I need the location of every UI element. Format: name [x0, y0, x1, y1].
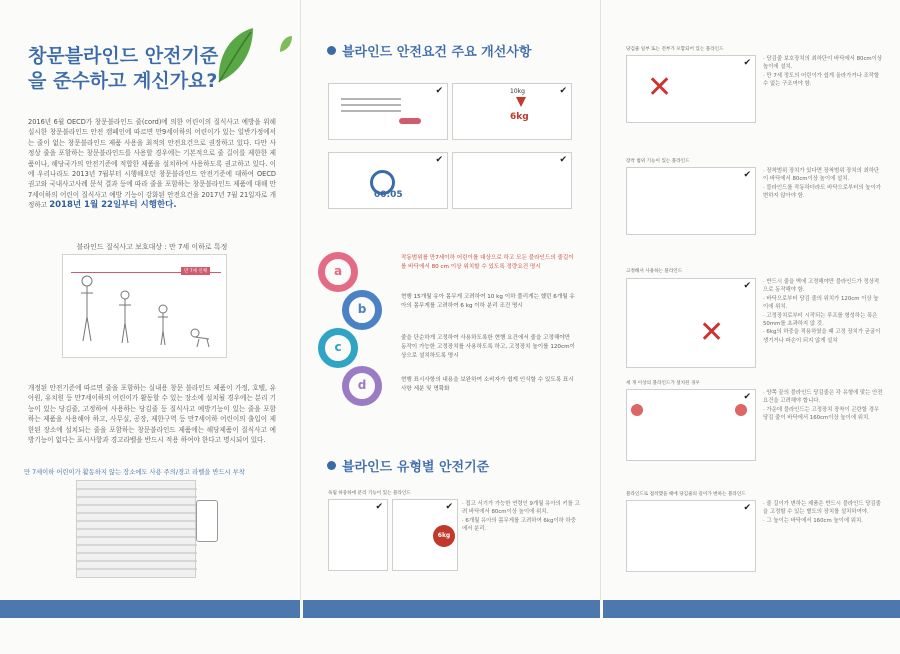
section-caption: 당김줄 일부 또는 전부가 포함되어 있는 블라인드 — [626, 47, 724, 52]
section-notes: · 당김줄 보호장치의 최하단이 바닥에서 80cm이상 높이에 설치. · 만 7세 정도의 어린이가 쉽게 올라가거나 조작할 수 없는 구조여야 함. — [763, 56, 883, 88]
figure-type-1 — [328, 499, 388, 571]
section-notes: · 양쪽 끝의 블라인드 당김줄은 각 유형에 맞는 안전요건을 고려해야 합니다. · 가운데 블라인드는 고정장치 장착이 곤란할 경우 당김 줄이 바닥에서 160cm이상 높이에 위치. — [763, 390, 883, 422]
requirement-a-text: 작동범위를 만7세이하 어린이를 대상으로 하고 모든 블라인드의 줄길이를 바닥에서 80 cm 이상 위치할 수 있도록 정량요건 명시 — [401, 255, 574, 270]
figure-mounting-range — [626, 167, 756, 235]
figure-cord-guard — [626, 55, 756, 123]
page-title: 창문블라인드 안전기준을 준수하고 계신가요? — [28, 45, 219, 92]
figure-window-child — [452, 152, 572, 209]
section-title-types: 블라인드 유형별 안전기준 — [342, 460, 490, 475]
check-icon: ✔ — [445, 502, 453, 512]
bar-gap — [300, 600, 303, 618]
cord-marker — [735, 404, 747, 416]
blind-slat — [341, 104, 401, 106]
figure-three-blinds — [626, 389, 756, 461]
check-icon: ✔ — [435, 86, 443, 96]
ring-label-d: d — [357, 378, 367, 392]
blind-slat — [341, 110, 401, 112]
weight-badge: 6kg — [433, 525, 455, 547]
body-paragraph-2: 개정된 안전기준에 따르면 줄을 포함하는 실내용 창문 블라인드 제품이 가정, 호텔, 유아원, 유치원 등 만7세이하의 어린이가 활동할 수 있는 장소에 설치될 경우에는 분리 기능이 있는 당김줄, 고정하여 사용하는 당김줄 등 질식사고 예방기능이 있는 줄을 포함하는 제품을 사용해야 하고, 사무실, 공장, 제한구역 등 만7세이하 어린이의 출입이 제한된 장소에 설치되는 줄을 포함하는 창문블라인드 제품에는 해당제품이 질식사고 예방기능이 없다는 표시사항과 경고라벨을 반드시 적용 하여야 한다고 명시되어 있다. — [28, 384, 277, 445]
blind-shade-image — [76, 480, 196, 578]
fold-line — [300, 0, 301, 600]
height-tag: 만 7세 신체 — [181, 267, 210, 275]
requirement-b-text: 현행 15개월 유아 몸무게 고려하여 10 kg 이하 풀리게는 했던 6개월 유아의 몸무게를 고려하여 6 kg 이하 분리 조건 명시 — [401, 294, 575, 309]
cord-marker — [631, 404, 643, 416]
height-marker — [399, 118, 421, 124]
requirement-d-text: 현행 표시사항의 내용을 보완하여 소비자가 쉽게 인식할 수 있도록 표시사항 세분 및 명확화 — [401, 377, 574, 392]
timer-value: 00:05 — [374, 190, 403, 200]
section-caption: 고정해서 사용하는 블라인드 — [626, 269, 683, 274]
figure-cord-height — [328, 83, 448, 140]
check-icon: ✔ — [435, 155, 443, 165]
warning-line: 만 7세이하 어린이가 활동하지 않는 장소에도 사용 주의/경고 라벨을 반드시 부착 — [24, 469, 245, 476]
intro-paragraph — [28, 117, 276, 211]
intro-highlight: 2018년 1월 22일부터 시행한다. — [49, 200, 177, 211]
ring-label-c: c — [334, 340, 342, 354]
people-illustration — [63, 255, 228, 359]
fold-line — [600, 0, 601, 600]
target-heading: 블라인드 질식사고 보호대상 : 만 7세 이하로 특정 — [76, 243, 228, 251]
section-caption: 장착 범위 기능이 있는 블라인드 — [626, 159, 690, 164]
type-caption: 독립 하중하에 분리 기능이 있는 블라인드 — [328, 491, 411, 496]
section-title-improvements: 블라인드 안전요건 주요 개선사항 — [342, 45, 532, 60]
child-height-figure — [62, 254, 227, 358]
intro-text: 2016년 6월 OECD가 창문블라인드 줄(cord)에 의한 어린이의 질식사고 예방을 위해 실시한 창문블라인드 안전 캠페인에 따르면 만9세이하의 어린이가 있는 일반가정에서는 줄이 없는 창문블라인드 제품 사용을 최적의 안전요건으로 권장하고 있다. 다만 사정상 줄을 포함하는 창문블라인드를 사용할 경우에는 기본적으로 줄 길이를 제한한 제품이나, 해당국가의 안전기준에 적합한 제품을 설치하여 사용하도록 권고하고 있다. 이에 우리나라도 2013년 7월부터 시행해오던 창문블라인드 안전기준에 대하여 OECD 권고와 국내사고사례 문석 결과 등에 따라 줄을 포함하는 창문블라인드 제품에 대해 만7세이하의 어린이 질식사고 예방 기능이 강화된 안전요건을 2017년 7월 21일자로 개정하고 — [28, 118, 276, 210]
type-notes: · 접고 서기가 가능한 연령인 9개월 유아의 키를 고려 바닥에서 80cm이상 높이에 위치. · 6개월 유아의 몸무게를 고려하여 6kg이하 하중에서 분리. — [462, 501, 580, 533]
section-bullet — [327, 46, 336, 55]
x-mark-icon: ✕ — [647, 70, 673, 105]
section-notes: · 줄 길이가 변하는 제품은 반드시 블라인드 당김줄을 고정할 수 있는 별도의 장치를 설치하여야. · 그 높이는 바닥에서 160cm 높이에 위치. — [763, 501, 881, 524]
ring-label-b: b — [357, 302, 367, 316]
section-bullet — [327, 461, 336, 470]
check-icon: ✔ — [743, 170, 751, 180]
weight-small: 10kg — [510, 88, 525, 95]
x-mark-icon: ✕ — [699, 315, 725, 350]
check-icon: ✔ — [743, 58, 751, 68]
bottom-color-bar — [0, 600, 900, 618]
check-icon: ✔ — [375, 502, 383, 512]
blind-slat — [341, 98, 401, 100]
small-leaf-icon — [278, 34, 294, 54]
leaf-icon — [213, 26, 257, 86]
check-icon: ✔ — [743, 281, 751, 291]
section-notes: · 반드시 줄을 벽에 고정해야만 블라인드가 정상적으로 동작해야 함. · 바닥으로부터 당김 줄의 위치가 120cm 이상 높이에 위치. · 고정장치로부터 시작되는 루프를 형성하는 폭은 50mm를 초과하지 않 것. · 6kg의 하중을 적용하였을 때 고정 장치가 굳굴이 생기거나 파손이 되지 않게 설치 — [763, 279, 881, 344]
check-icon: ✔ — [743, 503, 751, 513]
ring-label-a: a — [333, 264, 343, 278]
panel-intro — [0, 0, 300, 600]
requirement-c-text: 줄을 단순하게 고정하여 사용하도록한 현행 요건에서 줄을 고정해야만 동작이 가능한 고정장치를 사용하도록 하고, 고정장치 높이를 120cm이상으로 설치하도록 명시 — [401, 335, 575, 359]
section-notes: · 장착범위 장치가 있다면 장착범위 장치의 최하단이 바닥에서 80cm이상 높이에 설치. · 블라인드를 작동하더라도 바닥으로부터의 높이가 변하지 않아야 함. — [763, 168, 881, 200]
check-icon: ✔ — [559, 155, 567, 165]
figure-variable-cord — [626, 500, 756, 572]
section-caption: 블라인드로 접착했을 때에 당김줄의 길이가 변하는 블라인드 — [626, 492, 746, 497]
figure-fixed-cord — [626, 278, 756, 368]
check-icon: ✔ — [743, 392, 751, 402]
section-caption: 세 개 이상의 블라인드가 설치된 경우 — [626, 381, 700, 386]
arrow-down-icon — [516, 97, 526, 107]
weight-big: 6kg — [510, 112, 529, 122]
bar-gap — [600, 600, 603, 618]
check-icon: ✔ — [559, 86, 567, 96]
blind-slats — [77, 481, 197, 579]
warning-label-tag — [196, 500, 218, 542]
